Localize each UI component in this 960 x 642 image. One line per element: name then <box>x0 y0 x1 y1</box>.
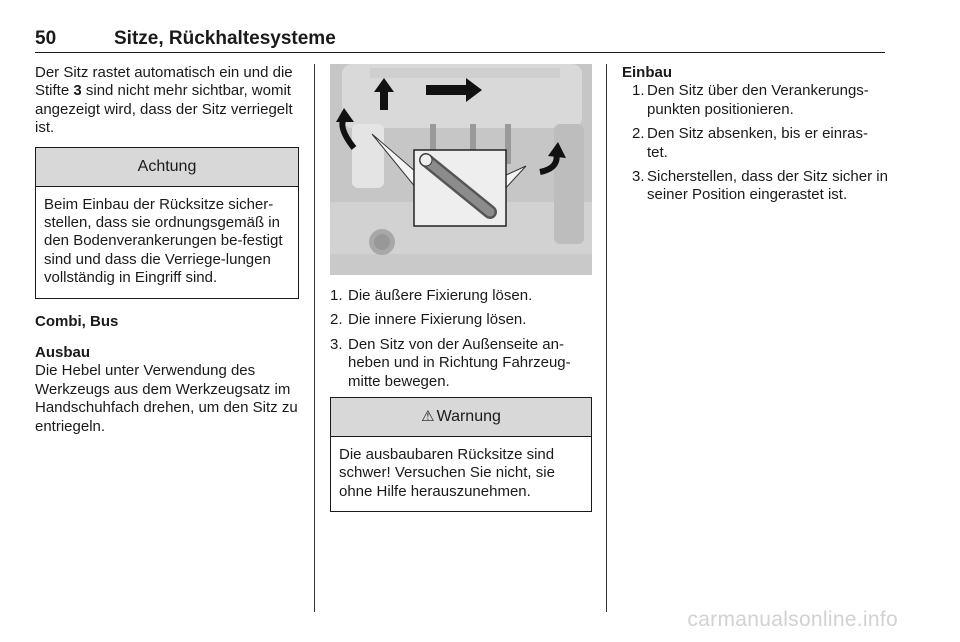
column-divider-1 <box>314 64 315 612</box>
watermark: carmanualsonline.info <box>687 608 898 631</box>
page-number: 50 <box>35 28 57 49</box>
pin-number: 3 <box>73 82 82 100</box>
page-header <box>35 26 885 53</box>
removal-step-2: 2. Die innere Fixierung lösen. <box>330 311 527 329</box>
warning-title: ⚠ Warnung <box>331 398 591 437</box>
removal-heading: Ausbau <box>35 344 91 362</box>
install-step-3: 3. Sicherstellen, dass der Sitz sicher in seiner Position eingerastet ist. <box>632 168 888 204</box>
install-step-2: 2. Den Sitz absenken, bis er einras-tet. <box>632 125 868 161</box>
removal-steps <box>330 287 592 391</box>
warning-box <box>330 397 592 512</box>
section-heading-combi-bus: Combi, Bus <box>35 312 119 330</box>
column-divider-2 <box>606 64 607 612</box>
caution-text: Beim Einbau der Rücksitze sicher-stellen, dass sie ordnungsgemäß in den Bodenverankerungen be-festigt sind und dass die Verriege-lungen vollständig in Eingriff sind. <box>44 195 283 287</box>
caution-box <box>35 147 299 299</box>
page-title: Sitze, Rückhaltesysteme <box>114 28 336 49</box>
column-left <box>35 64 299 436</box>
install-heading: Einbau <box>622 64 673 81</box>
seat-removal-illustration <box>330 64 592 275</box>
removal-text: Die Hebel unter Verwendung des Werkzeugs aus dem Werkzeugsatz im Handschuhfach drehen, um den Sitz zu entriegeln. <box>35 362 298 435</box>
caution-title: Achtung <box>36 148 298 187</box>
install-step-1: 1. Den Sitz über den Verankerungs-punkten positionieren. <box>632 82 869 118</box>
warning-text: Die ausbaubaren Rücksitze sind schwer! Versuchen Sie nicht, sie ohne Hilfe herauszunehmen. <box>339 446 555 500</box>
removal-step-1: 1. Die äußere Fixierung lösen. <box>330 287 533 304</box>
intro-paragraph: Der Sitz rastet automatisch ein und die Stifte 3 sind nicht mehr sichtbar, womit angezeigt wird, dass der Sitz verriegelt ist. <box>35 64 293 137</box>
install-steps <box>622 82 888 204</box>
column-right <box>622 64 888 211</box>
removal-step-3: 3. Den Sitz von der Außenseite an-heben und in Richtung Fahrzeug-mitte bewegen. <box>330 335 571 390</box>
column-middle <box>330 64 592 512</box>
warning-icon: ⚠ <box>421 408 435 426</box>
